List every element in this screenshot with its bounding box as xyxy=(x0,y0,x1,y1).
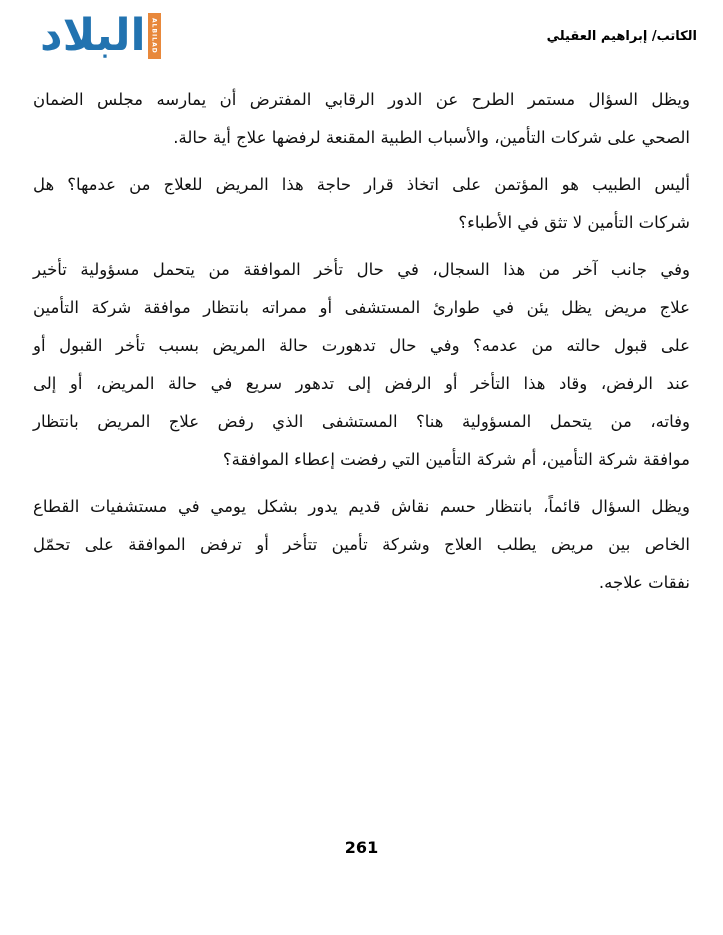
text-line: ويظل السؤال قائماً، بانتظار حسم نقاش قديم يدور بشكل يومي في مستشفيات القطاع xyxy=(33,497,690,516)
text-line: عند الرفض، وقاد هذا التأخر أو الرفض إلى تدهور سريع في حالة المريض، أو إلى xyxy=(33,374,690,393)
text-line: الصحي على شركات التأمين، والأسباب الطبية المقنعة لرفضها علاج أية حالة. xyxy=(173,128,690,147)
text-line: نفقات علاجه. xyxy=(598,573,690,592)
text-line: على قبول حالته من عدمه؟ وفي حال تدهورت حالة المريض بسبب تأخر القبول أو xyxy=(33,336,690,355)
author-byline: الكاتب/ إبراهيم العقيلي xyxy=(546,29,697,44)
text-line: شركات التأمين لا تثق في الأطباء؟ xyxy=(458,213,690,232)
paragraph xyxy=(33,251,690,479)
text-line: موافقة شركة التأمين، أم شركة التأمين التي رفضت إعطاء الموافقة؟ xyxy=(222,450,690,469)
logo-ribbon-text: ALBILAD xyxy=(150,18,158,54)
article-body xyxy=(0,81,723,602)
paragraph xyxy=(33,488,690,602)
text-line: علاج مريض يظل يئن في طوارئ المستشفى أو ممراته بانتظار موافقة شركة التأمين xyxy=(33,298,690,317)
page-number: 261 xyxy=(344,838,379,857)
page-footer xyxy=(0,838,723,857)
paragraph xyxy=(33,81,690,157)
albilad-logo xyxy=(40,12,161,60)
text-line: وفي جانب آخر من هذا السجال، في حال تأخر الموافقة من يتحمل مسؤولية تأخير xyxy=(33,260,690,279)
text-line: ويظل السؤال مستمر الطرح عن الدور الرقابي المفترض أن يمارسه مجلس الضمان xyxy=(33,90,690,109)
text-line: الخاص بين مريض يطلب العلاج وشركة تأمين تتأخر أو ترفض الموافقة على تحمّل xyxy=(33,535,690,554)
text-line: أليس الطبيب هو المؤتمن على اتخاذ قرار حاجة هذا المريض للعلاج من عدمها؟ هل xyxy=(33,175,690,194)
logo-ribbon xyxy=(148,13,161,59)
paragraph xyxy=(33,166,690,242)
logo-arabic-wordmark: البلاد xyxy=(40,10,146,61)
page-header xyxy=(0,0,723,60)
text-line: وفاته، من يتحمل المسؤولية هنا؟ المستشفى الذي رفض علاج المريض بانتظار xyxy=(33,412,690,431)
